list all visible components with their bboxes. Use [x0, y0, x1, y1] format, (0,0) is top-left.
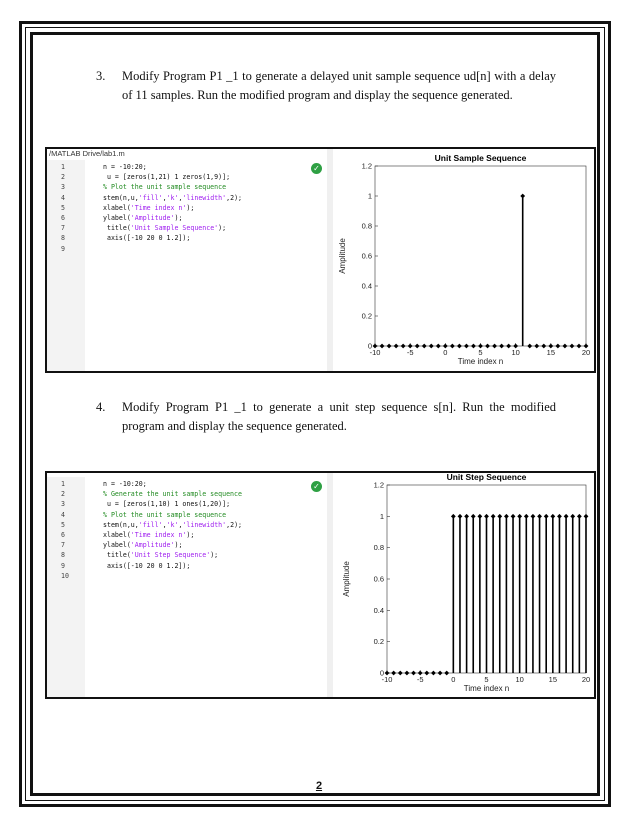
y-tick-label: 0.4 [373, 605, 384, 615]
x-tick-label: 0 [443, 348, 448, 357]
y-tick-label: 1.2 [373, 480, 384, 490]
exercise-number: 4. [96, 400, 106, 414]
y-tick-label: 0 [379, 668, 384, 678]
line-number: 4 [61, 510, 65, 519]
line-number: 4 [61, 193, 65, 202]
y-axis-label: Amplitude [342, 561, 351, 597]
y-tick-label: 0.4 [361, 281, 372, 291]
code-line[interactable]: n = -10:20; [103, 163, 147, 171]
code-line[interactable]: u = [zeros(1,21) 1 zeros(1,9)]; [103, 173, 231, 182]
exercise-number: 3. [96, 69, 106, 83]
exercise-item-3 [96, 67, 556, 107]
code-line[interactable]: xlabel('Time index n'); [103, 203, 195, 212]
page-number: 2 [315, 780, 323, 792]
x-tick-label: 0 [451, 675, 456, 684]
code-line[interactable]: % Plot the unit sample sequence [103, 183, 227, 192]
y-tick-label: 0.2 [373, 637, 384, 647]
line-number: 5 [61, 203, 65, 212]
code-line[interactable]: stem(n,u,'fill','k','linewidth',2); [103, 193, 243, 202]
matlab-screenshot-unit-sample [45, 147, 596, 373]
x-tick-label: -5 [416, 675, 424, 684]
x-axis-label: Time index n [463, 684, 510, 693]
y-tick-label: 0.6 [373, 574, 384, 584]
y-tick-label: 0.2 [361, 311, 372, 321]
code-line[interactable]: ylabel('Amplitude'); [103, 214, 183, 222]
code-line[interactable]: % Plot the unit sample sequence [103, 510, 227, 519]
x-tick-label: 15 [548, 675, 558, 684]
y-tick-label: 0 [367, 341, 372, 351]
line-number-gutter [47, 160, 85, 371]
y-axis-label: Amplitude [338, 238, 347, 274]
x-tick-label: 15 [546, 348, 556, 357]
line-number: 9 [61, 561, 65, 570]
editor-scrollbar[interactable] [327, 473, 333, 697]
y-tick-label: 1.2 [361, 161, 372, 171]
chart-title: Unit Sample Sequence [434, 153, 527, 163]
line-number: 6 [61, 531, 65, 539]
code-line[interactable]: axis([-10 20 0 1.2]); [103, 234, 191, 243]
line-number: 7 [61, 541, 65, 550]
code-editor[interactable] [47, 473, 328, 697]
line-number: 3 [61, 183, 65, 192]
line-number: 3 [61, 500, 65, 509]
y-tick-label: 0.6 [361, 251, 372, 261]
exercise-item-4 [96, 398, 556, 438]
line-number: 6 [61, 214, 65, 222]
x-axis-label: Time index n [457, 357, 504, 366]
code-line[interactable]: title('Unit Sample Sequence'); [103, 224, 227, 233]
x-tick-label: 5 [484, 675, 489, 684]
code-line[interactable]: u = [zeros(1,10) 1 ones(1,20)]; [103, 500, 231, 509]
x-tick-label: 10 [515, 675, 524, 684]
line-number: 10 [61, 571, 69, 580]
plot-area [375, 166, 586, 346]
line-number: 1 [61, 163, 65, 171]
editor-scrollbar[interactable] [327, 149, 333, 371]
line-number: 2 [61, 173, 65, 182]
exercise-text: Modify Program P1 _1 to generate a unit step sequence s[n]. Run the modified program and display the sequence generated. [122, 400, 556, 433]
code-line[interactable]: axis([-10 20 0 1.2]); [103, 561, 191, 570]
code-line[interactable]: % Generate the unit sample sequence [103, 490, 242, 499]
code-line[interactable]: stem(n,u,'fill','k','linewidth',2); [103, 520, 243, 529]
line-number: 1 [61, 480, 65, 488]
check-circle-icon: ✓ [311, 481, 322, 492]
figure-plot [335, 149, 594, 371]
exercise-text: Modify Program P1 _1 to generate a delayed unit sample sequence ud[n] with a delay of 11 samples. Run the modified program and display the sequence generated. [122, 69, 556, 102]
x-tick-label: -10 [381, 675, 393, 684]
line-number: 9 [61, 244, 65, 253]
matlab-screenshot-unit-step [45, 471, 596, 699]
line-number: 8 [61, 234, 65, 243]
code-line[interactable]: title('Unit Step Sequence'); [103, 551, 219, 560]
y-tick-label: 0.8 [373, 543, 384, 553]
chart-title: Unit Step Sequence [446, 473, 527, 482]
x-tick-label: -10 [369, 348, 381, 357]
x-tick-label: 20 [581, 675, 591, 684]
x-tick-label: 20 [581, 348, 591, 357]
line-number: 2 [61, 490, 65, 499]
check-circle-icon: ✓ [311, 163, 322, 174]
editor-tab-title[interactable]: /MATLAB Drive/lab1.m [49, 149, 125, 158]
line-number: 5 [61, 520, 65, 529]
line-number: 7 [61, 224, 65, 233]
x-tick-label: -5 [406, 348, 414, 357]
code-line[interactable]: ylabel('Amplitude'); [103, 541, 183, 550]
code-editor[interactable] [47, 149, 328, 371]
y-tick-label: 1 [367, 191, 372, 201]
code-line[interactable]: xlabel('Time index n'); [103, 531, 195, 539]
figure-plot [335, 473, 594, 697]
line-number: 8 [61, 551, 65, 560]
x-tick-label: 10 [511, 348, 520, 357]
y-tick-label: 0.8 [361, 221, 372, 231]
y-tick-label: 1 [379, 511, 384, 521]
code-line[interactable]: n = -10:20; [103, 480, 147, 488]
x-tick-label: 5 [478, 348, 483, 357]
line-number-gutter [47, 477, 85, 697]
